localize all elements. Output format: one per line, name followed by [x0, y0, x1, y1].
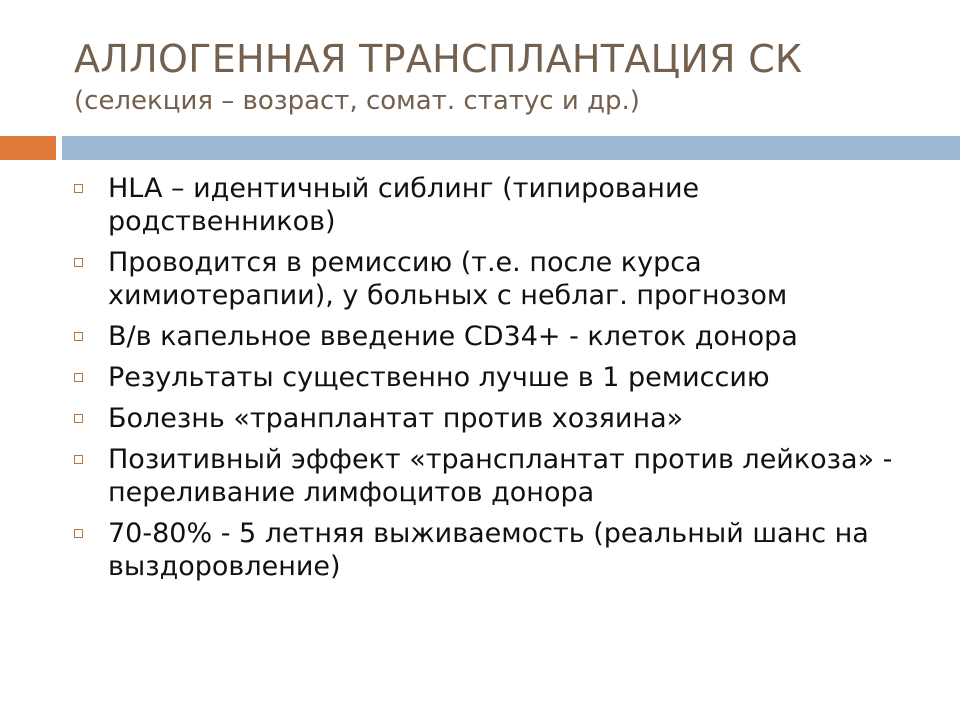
title-block	[74, 36, 934, 118]
bullet-list	[74, 172, 934, 591]
square-bullet-icon	[74, 414, 83, 423]
bullet-item	[74, 443, 934, 509]
divider-accent-block	[0, 136, 56, 160]
bullet-item	[74, 172, 934, 238]
square-bullet-icon	[74, 455, 83, 464]
bullet-item	[74, 361, 934, 394]
square-bullet-icon	[74, 184, 83, 193]
bullet-text: В/в капельное введение CD34+ - клеток донора	[108, 321, 798, 352]
title-divider-bar	[0, 136, 960, 160]
bullet-item	[74, 320, 934, 353]
bullet-text: Позитивный эффект «трансплантат против лейкоза» - переливание лимфоцитов донора	[108, 444, 893, 508]
divider-main-bar	[62, 136, 960, 160]
slide-title: АЛЛОГЕННАЯ ТРАНСПЛАНТАЦИЯ СК	[74, 37, 803, 81]
slide-subtitle: (селекция – возраст, сомат. статус и др.)	[74, 86, 640, 116]
bullet-text: 70-80% - 5 летняя выживаемость (реальный шанс на выздоровление)	[108, 518, 869, 582]
bullet-item	[74, 402, 934, 435]
bullet-item	[74, 246, 934, 312]
bullet-text: Болезнь «транплантат против хозяина»	[108, 403, 684, 434]
square-bullet-icon	[74, 332, 83, 341]
bullet-text: HLA – идентичный сиблинг (типирование родственников)	[108, 173, 700, 237]
bullet-item	[74, 517, 934, 583]
square-bullet-icon	[74, 529, 83, 538]
bullet-text: Проводится в ремиссию (т.е. после курса химиотерапии), у больных с неблаг. прогнозом	[108, 247, 788, 311]
bullet-text: Результаты существенно лучше в 1 ремиссию	[108, 362, 770, 393]
square-bullet-icon	[74, 373, 83, 382]
square-bullet-icon	[74, 258, 83, 267]
